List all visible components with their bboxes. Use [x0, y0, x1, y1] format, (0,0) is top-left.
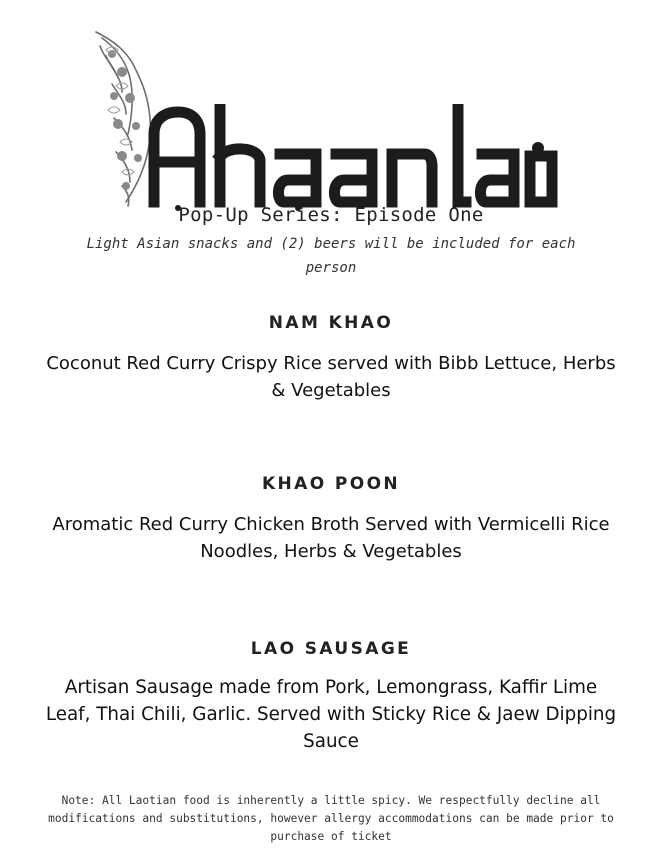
menu-item [40, 473, 622, 565]
event-subtitle: Pop-Up Series: Episode One [178, 204, 484, 226]
menu-item-description: Artisan Sausage made from Pork, Lemongrass, Kaffir Lime Leaf, Thai Chili, Garlic. Served with Sticky Rice & Jaew Dipping Sauce [45, 677, 617, 752]
menu-item [40, 312, 622, 404]
brand-logo [92, 26, 562, 210]
menu-item-description: Aromatic Red Curry Chicken Broth Served with Vermicelli Rice Noodles, Herbs & Vegetables [52, 514, 610, 562]
menu-item-description: Coconut Red Curry Crispy Rice served with Bibb Lettuce, Herbs & Vegetables [46, 353, 616, 401]
menu-item-title: KHAO POON [261, 474, 401, 494]
menu-item-title: NAM KHAO [268, 313, 394, 333]
intro-note: Light Asian snacks and (2) beers will be included for each person [86, 236, 576, 276]
menu-item-title: LAO SAUSAGE [250, 639, 412, 659]
allergy-note: Note: All Laotian food is inherently a little spicy. We respectfully decline all modifications and substitutions, however allergy accommodations can be made prior to purchase of ticket [48, 794, 614, 843]
ahaan-lao-wordmark [148, 104, 558, 216]
menu-item [40, 638, 622, 755]
